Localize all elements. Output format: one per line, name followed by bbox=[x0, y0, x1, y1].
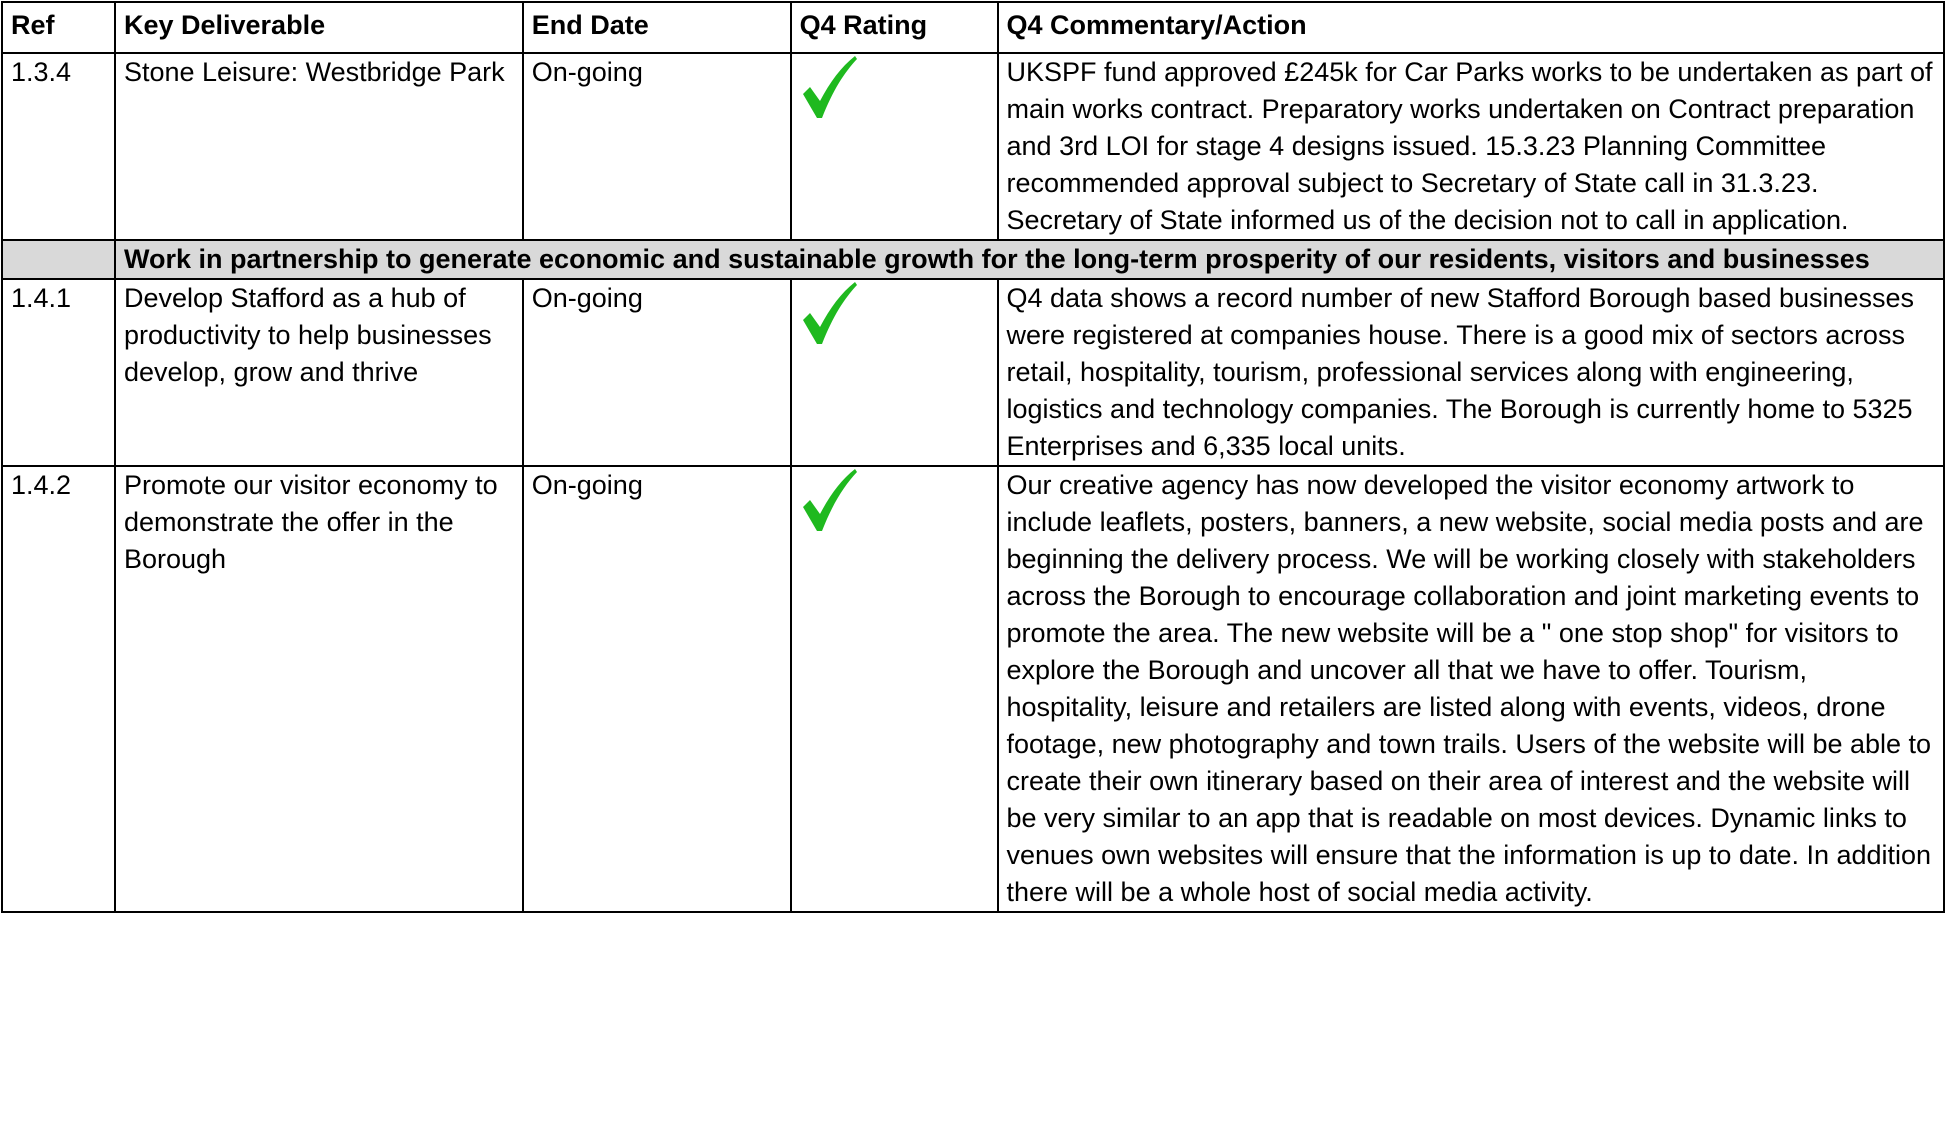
row-rating bbox=[791, 466, 998, 912]
section-heading: Work in partnership to generate economic and sustainable growth for the long-term prosperity of our residents, visitors and businesses bbox=[115, 240, 1944, 279]
row-deliverable: Promote our visitor economy to demonstrate the offer in the Borough bbox=[115, 466, 523, 912]
performance-table bbox=[1, 1, 1945, 913]
row-rating bbox=[791, 279, 998, 466]
row-deliverable: Develop Stafford as a hub of productivity to help businesses develop, grow and thrive bbox=[115, 279, 523, 466]
row-commentary: Q4 data shows a record number of new Stafford Borough based businesses were registered at companies house. There is a good mix of sectors across retail, hospitality, tourism, professional services along with engineering, logistics and technology companies. The Borough is currently home to 5325 Enterprises and 6,335 local units. bbox=[998, 279, 1944, 466]
row-rating bbox=[791, 53, 998, 240]
table-row bbox=[2, 53, 1944, 240]
row-commentary: Our creative agency has now developed the visitor economy artwork to include leaflets, posters, banners, a new website, social media posts and are beginning the delivery process. We will be working closely with stakeholders across the Borough to encourage collaboration and joint marketing events to promote the area. The new website will be a " one stop shop" for visitors to explore the Borough and uncover all that we have to offer. Tourism, hospitality, leisure and retailers are listed along with events, videos, drone footage, new photography and town trails. Users of the website will be able to create their own itinerary based on their area of interest and the website will be very similar to an app that is readable on most devices. Dynamic links to venues own websites will ensure that the information is up to date. In addition there will be a whole host of social media activity. bbox=[998, 466, 1944, 912]
row-commentary: UKSPF fund approved £245k for Car Parks works to be undertaken as part of main works contract. Preparatory works undertaken on Contract preparation and 3rd LOI for stage 4 designs issued. 15.3.23 Planning Committee recommended approval subject to Secretary of State call in 31.3.23. Secretary of State informed us of the decision not to call in application. bbox=[998, 53, 1944, 240]
row-end-date: On-going bbox=[523, 466, 791, 912]
section-row bbox=[2, 240, 1944, 279]
green-check-icon bbox=[800, 280, 858, 346]
row-ref: 1.4.1 bbox=[2, 279, 115, 466]
green-check-icon bbox=[800, 54, 858, 120]
header-key-deliverable: Key Deliverable bbox=[115, 2, 523, 53]
section-ref-cell bbox=[2, 240, 115, 279]
header-end-date: End Date bbox=[523, 2, 791, 53]
header-q4-commentary: Q4 Commentary/Action bbox=[998, 2, 1944, 53]
header-q4-rating: Q4 Rating bbox=[791, 2, 998, 53]
row-end-date: On-going bbox=[523, 279, 791, 466]
row-deliverable: Stone Leisure: Westbridge Park bbox=[115, 53, 523, 240]
header-ref: Ref bbox=[2, 2, 115, 53]
green-check-icon bbox=[800, 467, 858, 533]
table-row bbox=[2, 279, 1944, 466]
row-end-date: On-going bbox=[523, 53, 791, 240]
table-row bbox=[2, 466, 1944, 912]
row-ref: 1.4.2 bbox=[2, 466, 115, 912]
row-ref: 1.3.4 bbox=[2, 53, 115, 240]
header-row bbox=[2, 2, 1944, 53]
